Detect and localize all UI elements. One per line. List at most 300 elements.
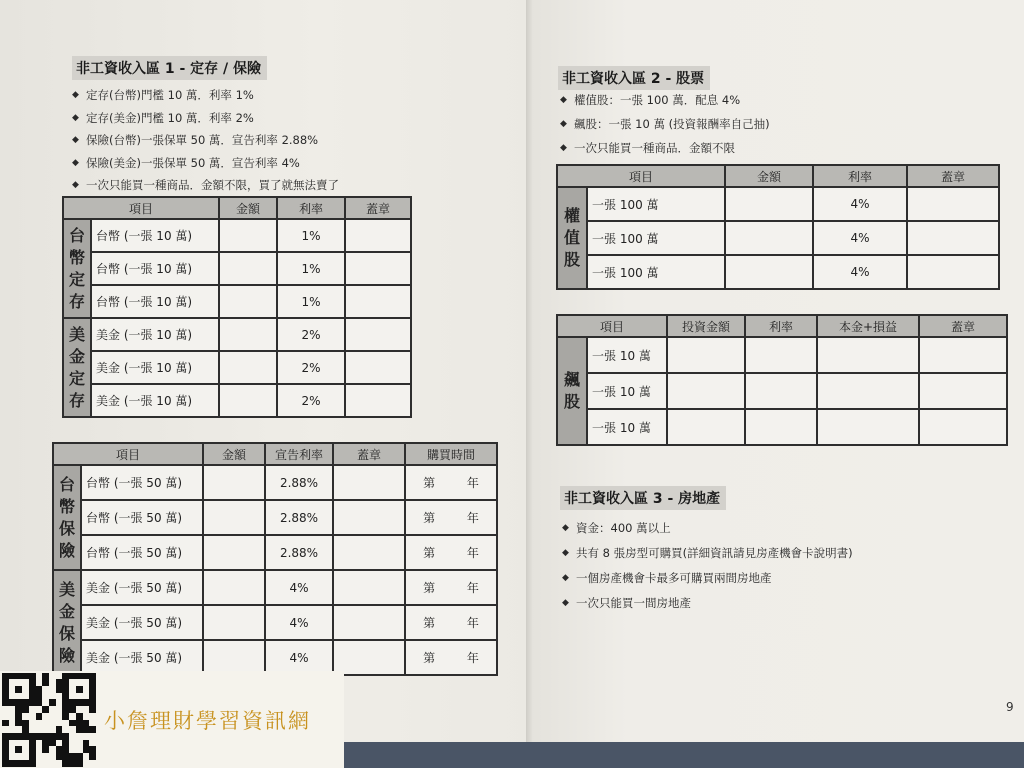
qr-module [36,679,43,686]
qr-module [62,693,69,700]
qr-module [49,760,56,767]
table-header-row [557,165,999,187]
watermark-text: 小詹理財學習資訊網 [104,708,311,733]
qr-module [9,726,16,733]
diamond-bullet-icon: ◆ [72,157,79,168]
purchase-year-cell[interactable]: 第 年 [405,640,497,675]
qr-module [2,753,9,760]
qr-module [56,706,63,713]
qr-module [9,753,16,760]
qr-module [15,713,22,720]
amount-cell[interactable] [219,252,277,285]
qr-module [22,740,29,747]
qr-module [83,706,90,713]
qr-module [69,679,76,686]
qr-module [9,679,16,686]
table-row [63,318,411,351]
stamp-cell[interactable] [333,605,405,640]
investment-cell[interactable] [667,337,745,373]
qr-module [62,753,69,760]
qr-module [29,753,36,760]
header-rate: 利率 [277,197,345,219]
qr-module [76,699,83,706]
qr-module [76,740,83,747]
item-cell: 台幣 (一張 10 萬) [91,285,219,318]
qr-module [56,699,63,706]
qr-module [15,733,22,740]
qr-module [62,679,69,686]
qr-module [42,733,49,740]
qr-module [56,679,63,686]
amount-cell[interactable] [219,219,277,252]
qr-module [83,753,90,760]
qr-module [76,720,83,727]
qr-module [9,720,16,727]
qr-module [76,679,83,686]
item-cell: 台幣 (一張 50 萬) [81,535,203,570]
qr-module [49,720,56,727]
qr-module [36,686,43,693]
bullet-item: ◆ 權值股：一張 100 萬．配息 4% [558,88,770,112]
qr-module [83,726,90,733]
diamond-bullet-icon: ◆ [72,112,79,123]
purchase-year-cell[interactable]: 第 年 [405,535,497,570]
qr-module [29,673,36,680]
investment-cell[interactable] [667,409,745,445]
table-row [53,605,497,640]
qr-module [36,746,43,753]
table-row [63,285,411,318]
item-cell: 台幣 (一張 50 萬) [81,465,203,500]
qr-module [83,679,90,686]
qr-module [76,693,83,700]
qr-module [89,746,96,753]
qr-code-icon [2,673,96,767]
table-row [557,255,999,289]
qr-module [49,686,56,693]
diamond-bullet-icon: ◆ [72,135,79,145]
qr-module [49,753,56,760]
diamond-bullet-icon: ◆ [562,598,569,608]
stamp-cell[interactable] [345,285,411,318]
qr-module [76,706,83,713]
header-stamp: 蓋章 [919,315,1007,337]
item-cell: 一張 10 萬 [587,373,667,409]
qr-module [62,726,69,733]
qr-module [69,746,76,753]
qr-module [2,720,9,727]
bullet-item: ◆ 定存(美金)門檻 10 萬．利率 2% [70,107,339,130]
qr-module [15,746,22,753]
amount-cell[interactable] [203,570,265,605]
qr-module [36,733,43,740]
stamp-cell[interactable] [333,570,405,605]
rate-cell: 2% [277,384,345,417]
rate-cell: 4% [813,255,907,289]
amount-cell[interactable] [219,351,277,384]
rate-cell: 1% [277,252,345,285]
qr-module [22,679,29,686]
header-amount: 金額 [219,197,277,219]
qr-module [22,726,29,733]
qr-module [89,673,96,680]
qr-module [49,693,56,700]
stamp-cell[interactable] [345,252,411,285]
qr-module [9,733,16,740]
qr-module [29,760,36,767]
item-cell: 美金 (一張 10 萬) [91,318,219,351]
bullet-item: ◆ 共有 8 張房型可購買(詳細資訊請見房產機會卡說明書) [560,541,853,566]
group-label: 飆股 [557,337,587,445]
table-row [557,409,1007,445]
table-row [557,337,1007,373]
qr-module [83,699,90,706]
header-rate: 利率 [813,165,907,187]
diamond-bullet-icon: ◆ [560,119,567,129]
stamp-cell[interactable] [345,318,411,351]
rate-cell: 2.88% [265,535,333,570]
qr-module [49,726,56,733]
qr-module [36,699,43,706]
qr-module [49,740,56,747]
stamp-cell[interactable] [333,465,405,500]
bullet-item: ◆ 資金：400 萬以上 [560,516,853,541]
qr-module [42,720,49,727]
qr-module [36,720,43,727]
qr-module [29,679,36,686]
rate-cell[interactable] [745,409,817,445]
rate-cell: 4% [813,221,907,255]
group-label: 權值股 [557,187,587,289]
qr-module [42,713,49,720]
qr-module [36,713,43,720]
rate-cell: 2.88% [265,500,333,535]
qr-module [69,753,76,760]
purchase-year-cell[interactable]: 第 年 [405,465,497,500]
qr-module [56,726,63,733]
qr-module [49,706,56,713]
qr-module [89,760,96,767]
qr-module [69,720,76,727]
header-stamp: 蓋章 [333,443,405,465]
group-label: 台幣定存 [63,219,91,318]
qr-module [69,686,76,693]
qr-module [15,720,22,727]
table-row [53,640,497,675]
table-row [557,373,1007,409]
qr-module [56,746,63,753]
qr-module [15,679,22,686]
item-cell: 一張 100 萬 [587,187,725,221]
stamp-cell[interactable] [345,384,411,417]
diamond-bullet-icon: ◆ [562,523,569,533]
purchase-year-cell[interactable]: 第 年 [405,500,497,535]
qr-module [62,733,69,740]
qr-module [76,673,83,680]
header-stamp: 蓋章 [345,197,411,219]
qr-module [69,673,76,680]
bullet-item: ◆ 一次只能買一種商品．金額不限，買了就無法賣了 [70,174,339,197]
qr-module [49,713,56,720]
rate-cell: 2.88% [265,465,333,500]
table-row [63,219,411,252]
qr-module [29,693,36,700]
investment-cell[interactable] [667,373,745,409]
table-row [53,535,497,570]
qr-module [36,753,43,760]
qr-module [42,686,49,693]
qr-module [69,699,76,706]
qr-module [89,753,96,760]
table-row [53,570,497,605]
item-cell: 一張 100 萬 [587,221,725,255]
qr-module [76,686,83,693]
qr-module [62,713,69,720]
amount-cell[interactable] [203,640,265,675]
qr-module [9,693,16,700]
item-cell: 一張 100 萬 [587,255,725,289]
qr-module [22,733,29,740]
item-cell: 美金 (一張 10 萬) [91,384,219,417]
diamond-bullet-icon: ◆ [560,143,567,153]
qr-module [29,733,36,740]
qr-module [22,673,29,680]
qr-module [36,726,43,733]
header-rate: 利率 [745,315,817,337]
qr-module [9,746,16,753]
qr-module [9,713,16,720]
qr-module [22,760,29,767]
amount-cell[interactable] [725,221,813,255]
qr-module [2,706,9,713]
qr-module [2,699,9,706]
principal-profit-cell[interactable] [817,337,919,373]
purchase-year-cell[interactable]: 第 年 [405,605,497,640]
diamond-bullet-icon: ◆ [560,95,567,105]
purchase-year-cell[interactable]: 第 年 [405,570,497,605]
principal-profit-cell[interactable] [817,409,919,445]
amount-cell[interactable] [203,465,265,500]
amount-cell[interactable] [203,500,265,535]
qr-module [69,760,76,767]
rate-cell: 2% [277,318,345,351]
stamp-cell[interactable] [333,500,405,535]
qr-module [2,733,9,740]
qr-module [36,760,43,767]
qr-module [49,733,56,740]
qr-module [56,673,63,680]
qr-module [62,760,69,767]
qr-module [89,686,96,693]
stamp-cell[interactable] [907,221,999,255]
section1-title: 非工資收入區 1 - 定存 / 保險 [72,56,267,80]
amount-cell[interactable] [203,535,265,570]
qr-module [62,720,69,727]
qr-module [49,746,56,753]
table-header-row [53,443,497,465]
rate-cell[interactable] [745,373,817,409]
qr-module [49,673,56,680]
background-fabric [340,742,1024,768]
header-item: 項目 [557,315,667,337]
stamp-cell[interactable] [907,187,999,221]
principal-profit-cell[interactable] [817,373,919,409]
table-row [53,465,497,500]
table-header-row [557,315,1007,337]
qr-module [42,673,49,680]
diamond-bullet-icon: ◆ [562,548,569,558]
section2-bullets [558,88,770,160]
bullet-item: ◆ 定存(台幣)門檻 10 萬．利率 1% [70,84,339,107]
qr-module [2,686,9,693]
table-row [63,351,411,384]
amount-cell[interactable] [725,187,813,221]
section3-bullets [560,516,853,616]
amount-cell[interactable] [219,384,277,417]
qr-module [62,706,69,713]
qr-module [22,753,29,760]
qr-module [15,726,22,733]
qr-module [2,679,9,686]
table-row [557,187,999,221]
qr-module [15,693,22,700]
bullet-item: ◆ 一次只能買一間房地產 [560,591,853,616]
amount-cell[interactable] [219,285,277,318]
qr-module [89,706,96,713]
qr-module [49,679,56,686]
qr-module [9,740,16,747]
table-row [53,500,497,535]
qr-module [42,740,49,747]
qr-module [69,740,76,747]
header-amount: 金額 [725,165,813,187]
qr-module [62,686,69,693]
header-declared-rate: 宣告利率 [265,443,333,465]
qr-module [56,693,63,700]
qr-module [29,720,36,727]
stamp-cell[interactable] [919,373,1007,409]
stamp-cell[interactable] [907,255,999,289]
qr-module [2,693,9,700]
insurance-table [52,442,498,676]
page-fold [526,0,532,768]
header-investment-amount: 投資金額 [667,315,745,337]
qr-module [76,753,83,760]
item-cell: 台幣 (一張 10 萬) [91,252,219,285]
stamp-cell[interactable] [919,337,1007,373]
qr-module [42,753,49,760]
bullet-item: ◆ 保險(美金)一張保單 50 萬．宣告利率 4% [70,152,339,175]
stamp-cell[interactable] [333,640,405,675]
stamp-cell[interactable] [345,351,411,384]
header-amount: 金額 [203,443,265,465]
qr-module [76,746,83,753]
qr-module [2,740,9,747]
amount-cell[interactable] [203,605,265,640]
item-cell: 美金 (一張 10 萬) [91,351,219,384]
deposit-table [62,196,412,418]
rate-cell: 4% [265,570,333,605]
bullet-item: ◆ 保險(台幣)一張保單 50 萬．宣告利率 2.88% [70,129,339,152]
qr-module [15,706,22,713]
rate-cell: 1% [277,285,345,318]
qr-module [36,706,43,713]
qr-module [62,673,69,680]
qr-module [89,699,96,706]
qr-module [42,746,49,753]
table-row [557,221,999,255]
qr-module [36,673,43,680]
qr-module [29,746,36,753]
amount-cell[interactable] [219,318,277,351]
qr-module [15,673,22,680]
qr-module [2,746,9,753]
qr-module [49,699,56,706]
qr-module [56,713,63,720]
stamp-cell[interactable] [333,535,405,570]
qr-module [22,746,29,753]
qr-module [29,699,36,706]
qr-module [76,760,83,767]
qr-module [9,699,16,706]
qr-module [83,720,90,727]
qr-module [29,740,36,747]
section3-title: 非工資收入區 3 - 房地產 [560,486,726,510]
qr-module [56,686,63,693]
qr-module [89,679,96,686]
qr-module [76,713,83,720]
qr-module [62,699,69,706]
qr-module [29,726,36,733]
qr-module [42,760,49,767]
diamond-bullet-icon: ◆ [72,180,79,190]
qr-module [56,740,63,747]
table-header-row [63,197,411,219]
qr-module [15,699,22,706]
qr-module [69,713,76,720]
qr-module [62,746,69,753]
qr-module [9,673,16,680]
stamp-cell[interactable] [345,219,411,252]
blue-chip-table [556,164,1000,290]
bullet-item: ◆ 飆股：一張 10 萬 (投資報酬率自己抽) [558,112,770,136]
qr-module [22,686,29,693]
qr-module [62,740,69,747]
group-label: 美金定存 [63,318,91,417]
rate-cell: 4% [265,605,333,640]
header-stamp: 蓋章 [907,165,999,187]
diamond-bullet-icon: ◆ [562,573,569,583]
item-cell: 美金 (一張 50 萬) [81,640,203,675]
qr-module [69,693,76,700]
section1-bullets [70,84,339,197]
qr-module [69,733,76,740]
qr-module [83,713,90,720]
qr-module [2,726,9,733]
qr-module [22,706,29,713]
table-row [63,384,411,417]
bullet-item: ◆ 一個房產機會卡最多可購買兩間房地產 [560,566,853,591]
qr-module [9,760,16,767]
amount-cell[interactable] [725,255,813,289]
header-item: 項目 [63,197,219,219]
section2-title: 非工資收入區 2 - 股票 [558,66,710,90]
qr-module [15,760,22,767]
stamp-cell[interactable] [919,409,1007,445]
rate-cell[interactable] [745,337,817,373]
page-number: 9 [1006,700,1014,714]
qr-module [69,706,76,713]
